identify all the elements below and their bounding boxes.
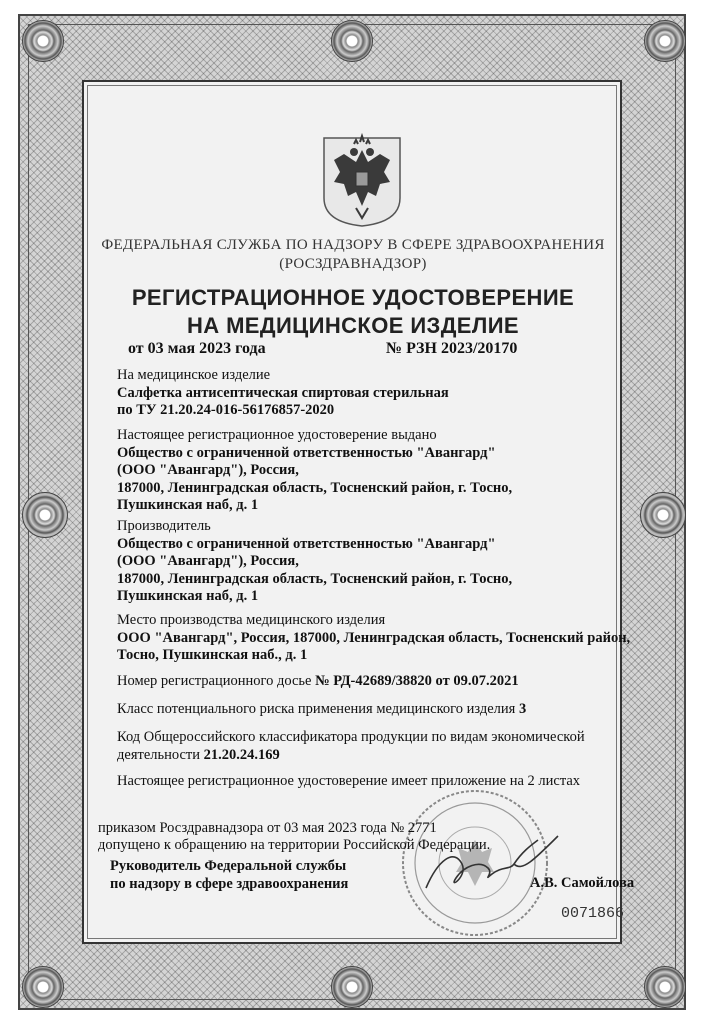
title-line-1: РЕГИСТРАЦИОННОЕ УДОСТОВЕРЕНИЕ <box>131 285 575 310</box>
coat-of-arms-emblem <box>320 132 404 228</box>
title-line-2: НА МЕДИЦИНСКОЕ ИЗДЕЛИЕ <box>186 313 520 338</box>
manufacturer-line-2: (ООО "Авангард"), Россия, <box>117 553 299 569</box>
issued-to-section <box>117 427 637 515</box>
dossier-label: Номер регистрационного досье <box>117 673 316 689</box>
head-line-2: по надзору в сфере здравоохранения <box>110 876 349 892</box>
production-site-line-2: Тосно, Пушкинская наб., д. 1 <box>117 647 308 663</box>
risk-class-value: 3 <box>518 701 527 717</box>
issue-date: от 03 мая 2023 года <box>128 340 266 357</box>
head-line-1: Руководитель Федеральной службы <box>110 858 347 874</box>
risk-class-line <box>117 701 637 719</box>
manufacturer-line-4: Пушкинская наб, д. 1 <box>117 588 259 604</box>
agency-name <box>100 236 606 274</box>
okpd-section <box>117 729 637 764</box>
order-line-2: допущено к обращению на территории Российской Федерации. <box>98 837 491 853</box>
manufacturer-section <box>117 518 637 606</box>
registration-number: № РЗН 2023/20170 <box>386 340 518 357</box>
agency-line-2: (РОСЗДРАВНАДЗОР) <box>279 256 427 272</box>
device-section <box>117 367 637 420</box>
okpd-value: 21.20.24.169 <box>203 746 280 763</box>
serial-number: 0071866 <box>561 905 625 922</box>
manufacturer-line-1: Общество с ограниченной ответственностью "Авангард" <box>117 535 496 552</box>
agency-line-1: ФЕДЕРАЛЬНАЯ СЛУЖБА ПО НАДЗОРУ В СФЕРЕ ЗДРАВООХРАНЕНИЯ <box>101 237 605 253</box>
manufacturer-line-3: 187000, Ленинградская область, Тосненский район, г. Тосно, <box>117 570 513 587</box>
production-site-line-1: ООО "Авангард", Россия, 187000, Ленинградская область, Тосненский район, <box>117 629 631 646</box>
signer-name: А.В. Самойлова <box>530 875 635 891</box>
device-name-line-2: по ТУ 21.20.24-016-56176857-2020 <box>117 402 335 418</box>
dossier-line <box>117 673 637 691</box>
document-title <box>100 284 606 340</box>
date-number-line <box>128 340 588 358</box>
okpd-label: деятельности <box>117 746 204 763</box>
production-site-label: Место производства медицинского изделия <box>117 612 386 628</box>
head-position <box>110 857 348 893</box>
order-line-1: приказом Росздравнадзора от 03 мая 2023 года № 2771 <box>98 820 437 836</box>
device-name-line-1: Салфетка антисептическая спиртовая стерильная <box>117 384 449 401</box>
issued-to-line-2: (ООО "Авангард"), Россия, <box>117 462 299 478</box>
appendix-line <box>117 773 637 791</box>
dossier-value: № РД-42689/38820 от 09.07.2021 <box>315 673 519 689</box>
issued-to-line-3: 187000, Ленинградская область, Тосненский район, г. Тосно, <box>117 479 513 496</box>
issued-to-label: Настоящее регистрационное удостоверение выдано <box>117 427 437 443</box>
okpd-line-1: Код Общероссийского классификатора продукции по видам экономической <box>117 729 585 745</box>
manufacturer-label: Производитель <box>117 518 211 534</box>
issued-to-line-1: Общество с ограниченной ответственностью "Авангард" <box>117 444 496 461</box>
risk-class-label: Класс потенциального риска применения медицинского изделия <box>117 701 519 717</box>
appendix-text: Настоящее регистрационное удостоверение имеет приложение на 2 листах <box>117 773 581 789</box>
device-label: На медицинское изделие <box>117 367 271 383</box>
issued-to-line-4: Пушкинская наб, д. 1 <box>117 497 259 513</box>
production-site-section <box>117 612 637 665</box>
